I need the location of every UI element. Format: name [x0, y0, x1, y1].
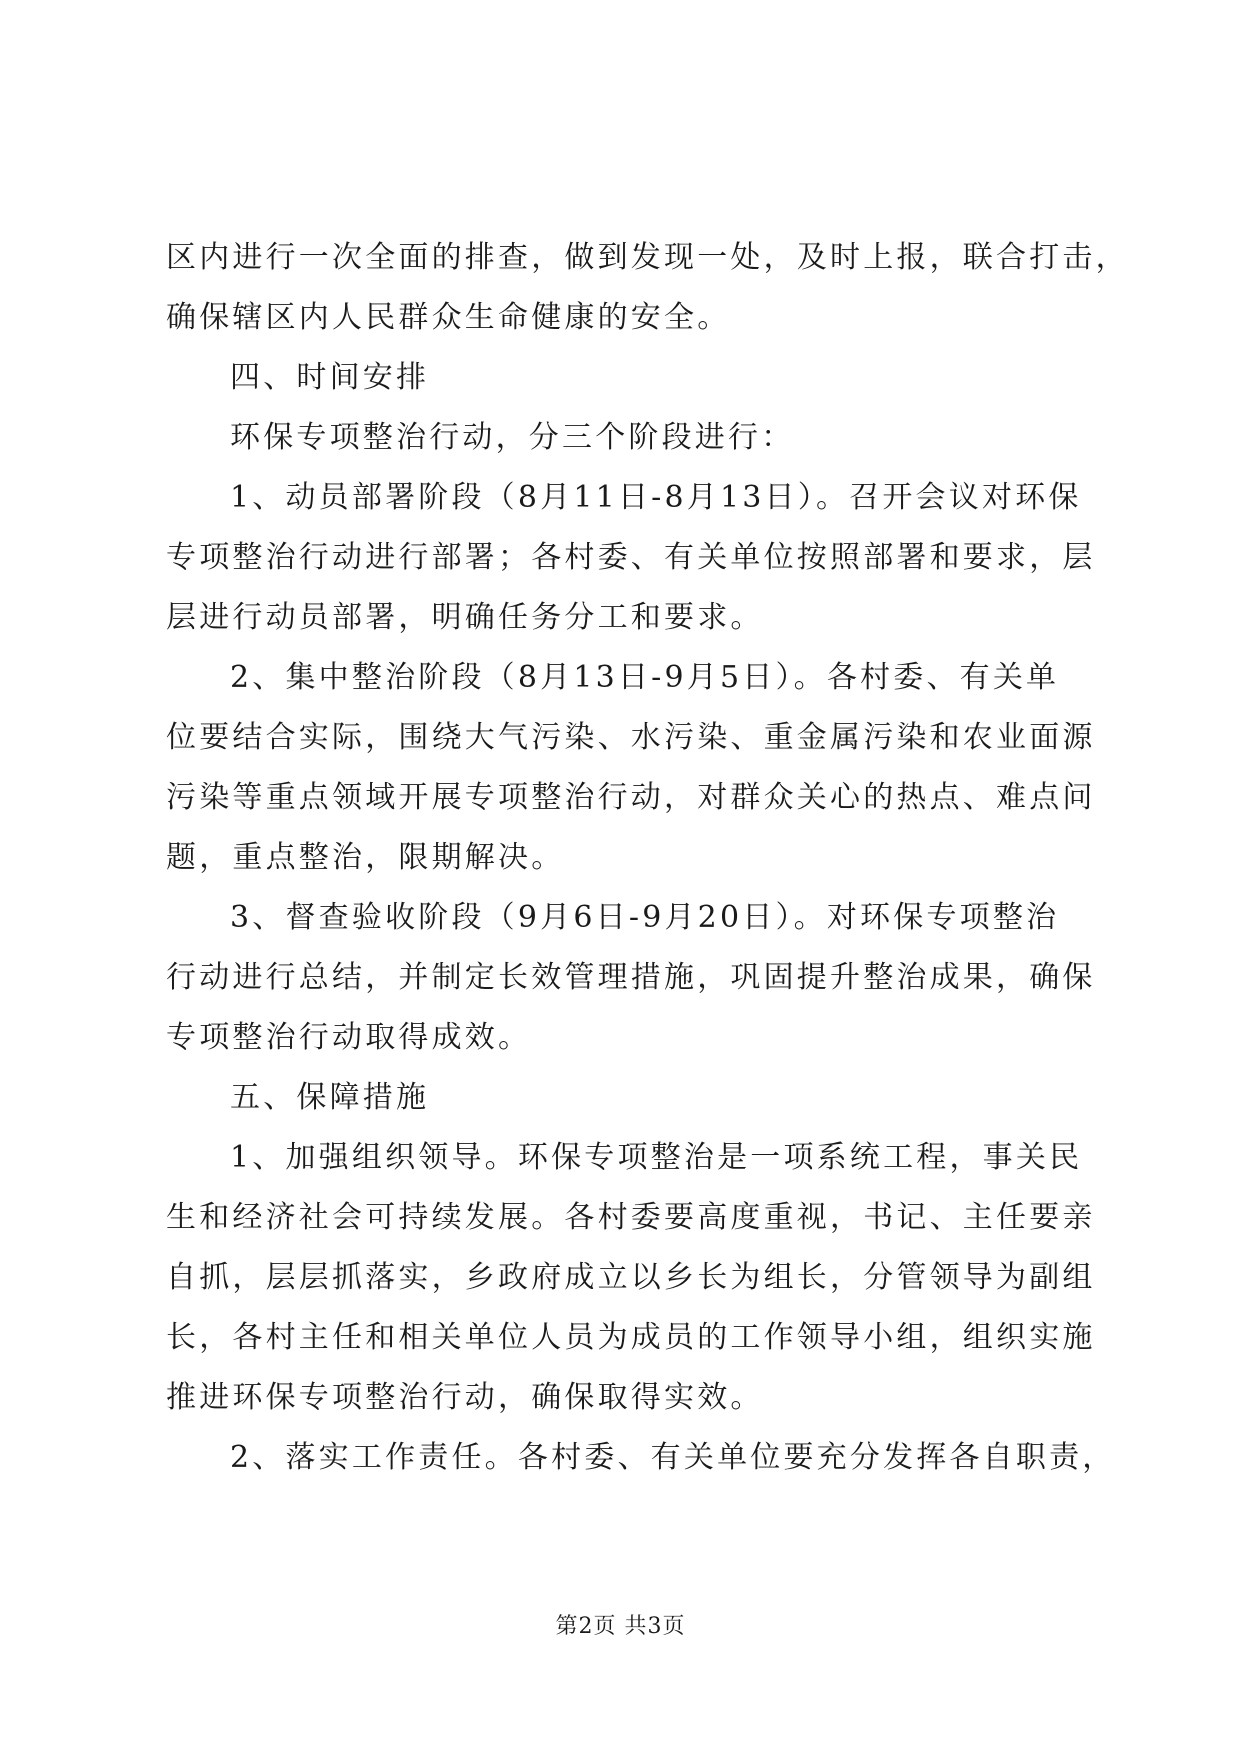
page-footer — [0, 1609, 1241, 1640]
line-text: 环保专项整治行动，分三个阶段进行： — [230, 420, 795, 455]
page-number-label: 第2页 共3页 — [555, 1614, 686, 1639]
heading-text: 五、保障措施 — [230, 1080, 430, 1115]
line-text: 确保辖区内人民群众生命健康的安全。 — [166, 300, 731, 335]
text-line — [166, 1248, 1096, 1308]
line-text: 位要结合实际，围绕大气污染、水污染、重金属污染和农业面源 — [166, 720, 1096, 755]
text-line — [166, 768, 1096, 828]
text-line — [166, 648, 1078, 708]
line-text: 自抓，层层抓落实，乡政府成立以乡长为组长，分管领导为副组 — [166, 1260, 1096, 1295]
line-text: 专项整治行动取得成效。 — [166, 1020, 532, 1055]
section-heading — [166, 1068, 1078, 1128]
heading-text: 四、时间安排 — [230, 360, 430, 395]
text-line — [166, 588, 1078, 648]
line-text: 专项整治行动进行部署；各村委、有关单位按照部署和要求，层 — [166, 540, 1096, 575]
text-line — [166, 828, 1078, 888]
text-line — [166, 528, 1096, 588]
text-line — [166, 288, 1078, 348]
line-text: 区内进行一次全面的排查，做到发现一处，及时上报，联合打击， — [166, 240, 1129, 275]
text-line — [166, 408, 1078, 468]
text-line — [166, 228, 1129, 288]
section-heading — [166, 348, 1078, 408]
text-line — [166, 1188, 1096, 1248]
line-text: 1、加强组织领导。环保专项整治是一项系统工程，事关民 — [230, 1140, 1083, 1175]
text-line — [166, 888, 1078, 948]
text-line — [166, 948, 1096, 1008]
line-text: 3、督查验收阶段（9月6日-9月20日）。对环保专项整治 — [230, 900, 1060, 935]
text-line — [166, 708, 1096, 768]
text-line — [166, 468, 1082, 528]
line-text: 题，重点整治，限期解决。 — [166, 840, 565, 875]
line-text: 推进环保专项整治行动，确保取得实效。 — [166, 1380, 764, 1415]
line-text: 2、落实工作责任。各村委、有关单位要充分发挥各自职责， — [230, 1440, 1116, 1475]
text-line — [166, 1368, 1078, 1428]
line-text: 2、集中整治阶段（8月13日-9月5日）。各村委、有关单 — [230, 660, 1060, 695]
text-line — [166, 1128, 1083, 1188]
line-text: 1、动员部署阶段（8月11日-8月13日）。召开会议对环保 — [230, 480, 1082, 515]
text-line — [166, 1428, 1116, 1488]
line-text: 生和经济社会可持续发展。各村委要高度重视，书记、主任要亲 — [166, 1200, 1096, 1235]
line-text: 长，各村主任和相关单位人员为成员的工作领导小组，组织实施 — [166, 1320, 1096, 1355]
text-line — [166, 1308, 1096, 1368]
text-line — [166, 1008, 1078, 1068]
line-text: 层进行动员部署，明确任务分工和要求。 — [166, 600, 764, 635]
line-text: 污染等重点领域开展专项整治行动，对群众关心的热点、难点问 — [166, 780, 1096, 815]
document-body — [166, 228, 1129, 1488]
line-text: 行动进行总结，并制定长效管理措施，巩固提升整治成果，确保 — [166, 960, 1096, 995]
